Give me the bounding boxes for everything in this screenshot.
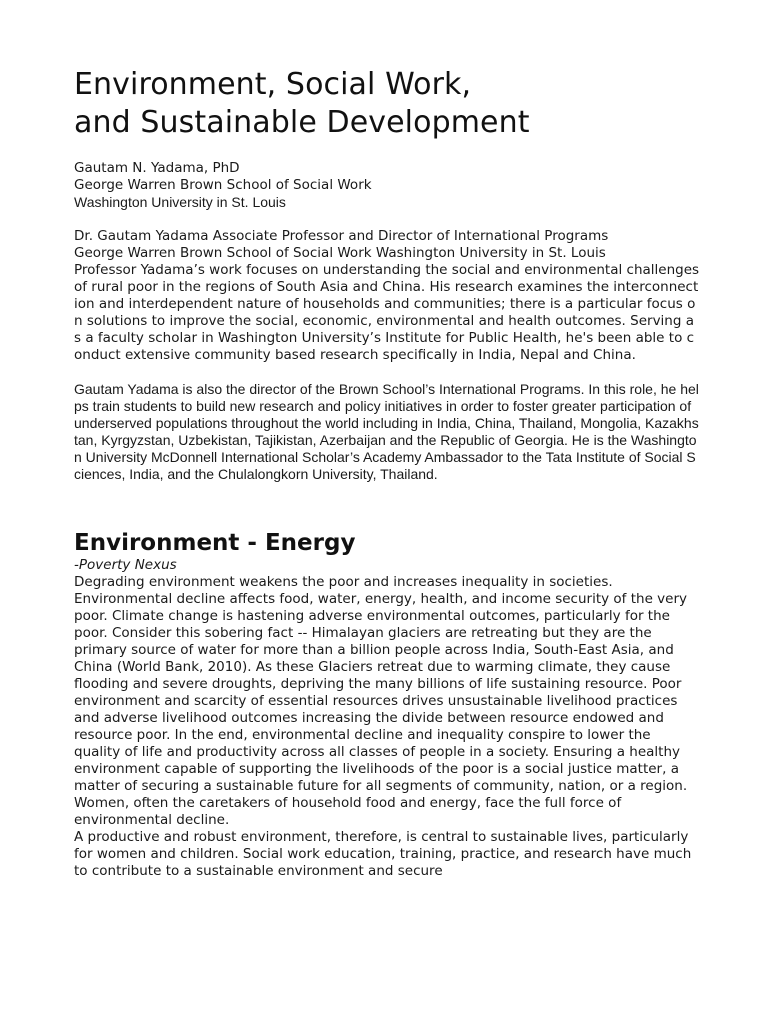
bio-block xyxy=(74,228,700,364)
author-block xyxy=(74,160,700,211)
author-school: George Warren Brown School of Social Work xyxy=(74,177,372,193)
director-paragraph: Gautam Yadama is also the director of the Brown School’s International Programs. In this role, he helps train students to build new research and policy initiatives in order to foster greater participation of underserved populations throughout the world including in India, China, Thailand, Mongolia, Kazakhstan, Kyrgyzstan, Uzbekistan, Tajikistan, Azerbaijan and the Republic of Georgia. He is the Washington University McDonnell International Scholar’s Academy Ambassador to the Tata Institute of Social Sciences, India, and the Chulalongkorn University, Thailand. xyxy=(74,381,699,482)
section-paragraph-2: A productive and robust environment, therefore, is central to sustainable lives, particularly for women and children. Social work education, training, practice, and research have much to contribute to a sustainable environment and secure xyxy=(74,829,692,879)
author-university: Washington University in St. Louis xyxy=(74,194,286,210)
document-title xyxy=(74,66,700,142)
section-subheading: -Poverty Nexus xyxy=(74,557,177,573)
bio-paragraph: Professor Yadama’s work focuses on understanding the social and environmental challenges of rural poor in the regions of South Asia and China. His research examines the interconnection and interdependent nature of households and communities; there is a particular focus on solutions to improve the social, economic, environmental and health outcomes. Serving as a faculty scholar in Washington University’s Institute for Public Health, he's been able to conduct extensive community based research specifically in India, Nepal and China. xyxy=(74,262,700,363)
bio-line-2: George Warren Brown School of Social Work Washington University in St. Louis xyxy=(74,245,606,261)
title-line-2: and Sustainable Development xyxy=(74,105,530,140)
document-page xyxy=(74,66,700,880)
author-name: Gautam N. Yadama, PhD xyxy=(74,160,240,176)
bio-line-1: Dr. Gautam Yadama Associate Professor and Director of International Programs xyxy=(74,228,609,244)
section-heading: Environment - Energy xyxy=(74,530,356,556)
title-line-1: Environment, Social Work, xyxy=(74,67,472,102)
section-paragraph-1: Degrading environment weakens the poor and increases inequality in societies. Environmental decline affects food, water, energy, health, and income security of the very poor. Climate change is hastening adverse environmental outcomes, particularly for the poor. Consider this sobering fact -- Himalayan glaciers are retreating but they are the primary source of water for more than a billion people across India, South-East Asia, and China (World Bank, 2010). As these Glaciers retreat due to warming climate, they cause flooding and severe droughts, depriving the many billions of life sustaining resource. Poor environment and scarcity of essential resources drives unsustainable livelihood practices and adverse livelihood outcomes increasing the divide between resource endowed and resource poor. In the end, environmental decline and inequality conspire to lower the quality of life and productivity across all classes of people in a society. Ensuring a healthy environment capable of supporting the livelihoods of the poor is a social justice matter, a matter of securing a sustainable future for all segments of community, nation, or a region. Women, often the caretakers of household food and energy, face the full force of environmental decline. xyxy=(74,574,688,828)
